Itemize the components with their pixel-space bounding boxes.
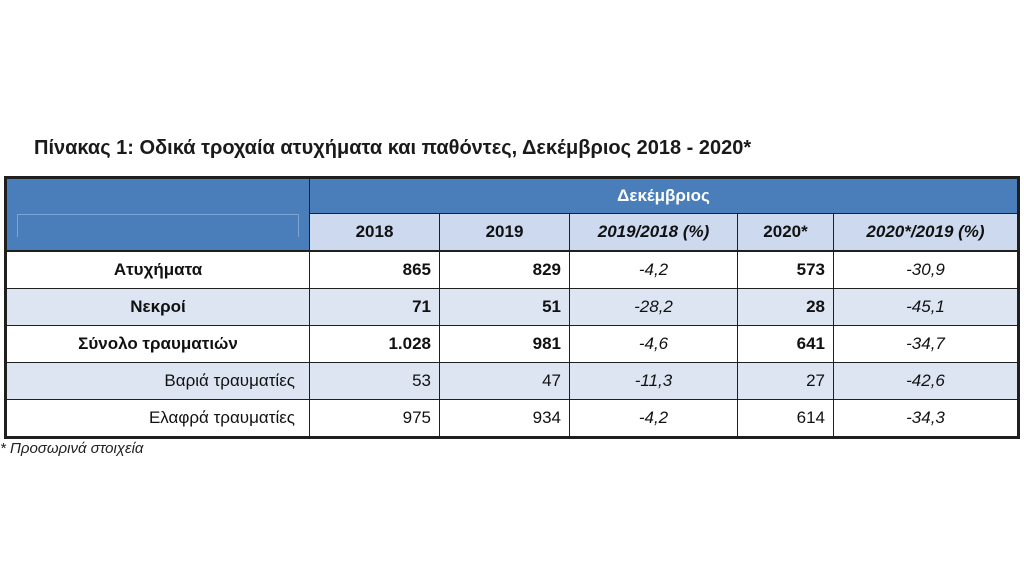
column-header-change-2019-2018: 2019/2018 (%) (570, 214, 738, 252)
row-label: Ελαφρά τραυματίες (7, 400, 310, 437)
column-header-change-2020-2019: 2020*/2019 (%) (834, 214, 1018, 252)
row-label: Νεκροί (7, 289, 310, 326)
cell-2018: 1.028 (310, 326, 440, 363)
row-label: Ατυχήματα (7, 251, 310, 289)
cell-2018: 53 (310, 363, 440, 400)
cell-2018: 71 (310, 289, 440, 326)
cell-2020: 27 (738, 363, 834, 400)
column-header-2019: 2019 (440, 214, 570, 252)
column-header-2020: 2020* (738, 214, 834, 252)
row-label: Βαριά τραυματίες (7, 363, 310, 400)
table-row-total-injured (7, 326, 1018, 363)
cell-change-2019-2018: -4,6 (570, 326, 738, 363)
cell-2019: 51 (440, 289, 570, 326)
row-label: Σύνολο τραυματιών (7, 326, 310, 363)
table-row-accidents (7, 251, 1018, 289)
cell-2018: 865 (310, 251, 440, 289)
cell-change-2020-2019: -34,3 (834, 400, 1018, 437)
table-header-row-group (7, 179, 1018, 214)
column-header-2018: 2018 (310, 214, 440, 252)
cell-change-2019-2018: -4,2 (570, 251, 738, 289)
cell-2020: 641 (738, 326, 834, 363)
cell-2020: 573 (738, 251, 834, 289)
cell-change-2019-2018: -28,2 (570, 289, 738, 326)
cell-2020: 28 (738, 289, 834, 326)
cell-2020: 614 (738, 400, 834, 437)
cell-2018: 975 (310, 400, 440, 437)
cell-change-2019-2018: -4,2 (570, 400, 738, 437)
statistics-table (6, 178, 1018, 437)
cell-2019: 47 (440, 363, 570, 400)
cell-change-2020-2019: -30,9 (834, 251, 1018, 289)
footnote: * Προσωρινά στοιχεία (0, 440, 144, 457)
table-corner-cell (7, 179, 310, 252)
cell-2019: 934 (440, 400, 570, 437)
cell-change-2020-2019: -42,6 (834, 363, 1018, 400)
cell-change-2019-2018: -11,3 (570, 363, 738, 400)
table-row-fatalities (7, 289, 1018, 326)
table-row-slightly-injured (7, 400, 1018, 437)
cell-2019: 829 (440, 251, 570, 289)
table-row-seriously-injured (7, 363, 1018, 400)
cell-2019: 981 (440, 326, 570, 363)
cell-change-2020-2019: -45,1 (834, 289, 1018, 326)
table-title: Πίνακας 1: Οδικά τροχαία ατυχήματα και παθόντες, Δεκέμβριος 2018 - 2020* (34, 137, 752, 159)
group-header-december: Δεκέμβριος (310, 179, 1018, 214)
corner-decoration (17, 214, 299, 237)
cell-change-2020-2019: -34,7 (834, 326, 1018, 363)
